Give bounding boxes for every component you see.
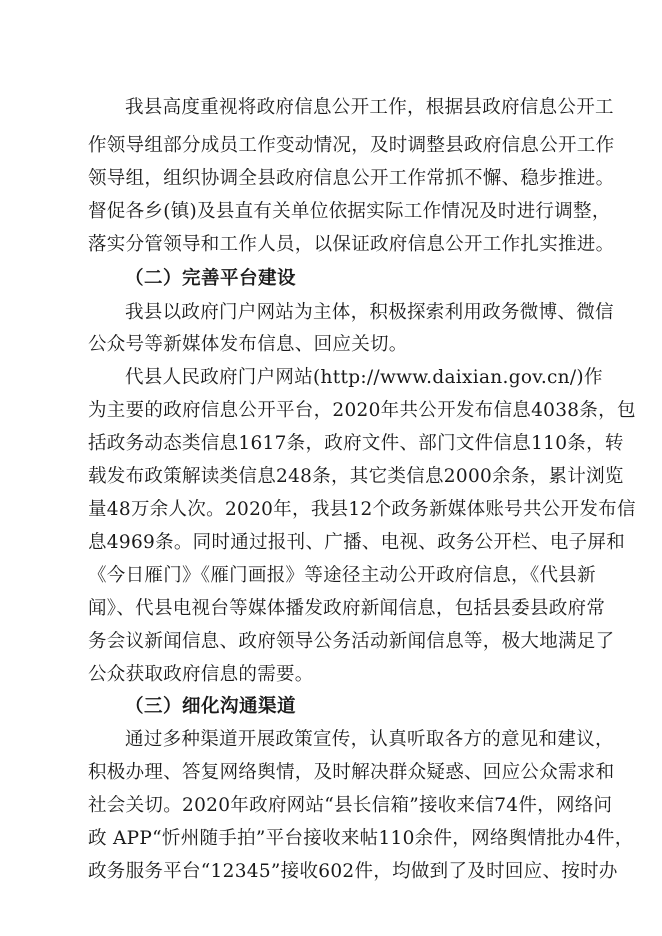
paragraph-line: 落实分管领导和工作人员，以保证政府信息公开工作扎实推进。 [88,234,615,255]
paragraph-line: 督促各乡(镇)及县直有关单位依据实际工作情况及时进行调整， [88,201,611,222]
paragraph-line: 息4969条。同时通过报刊、广播、电视、政务公开栏、电子屏和 [88,532,626,553]
paragraph-line: 载发布政策解读类信息248条，其它类信息2000余条，累计浏览 [88,466,624,487]
paragraph-line: 括政务动态类信息1617条，政府文件、部门文件信息110条，转 [88,433,624,454]
paragraph-line: 政务服务平台“12345”接收602件，均做到了及时回应、按时办 [88,861,618,882]
paragraph-line: 公众获取政府信息的需要。 [88,664,314,685]
paragraph-line: 作领导组部分成员工作变动情况，及时调整县政府信息公开工作 [88,135,615,156]
paragraph-line: 务会议新闻信息、政府领导公务活动新闻信息等，极大地满足了 [88,631,615,652]
paragraph-line: 积极办理、答复网络舆情，及时解决群众疑惑、回应公众需求和 [88,762,615,783]
paragraph-line: 通过多种渠道开展政策宣传，认真听取各方的意见和建议， [125,729,614,750]
paragraph-line: 量48万余人次。2020年，我县12个政务新媒体账号共公开发布信 [88,499,636,520]
paragraph-line: 我县以政府门户网站为主体，积极探索利用政务微博、微信 [125,302,614,323]
paragraph-line: 我县高度重视将政府信息公开工作，根据县政府信息公开工 [125,97,614,118]
paragraph-line: 公众号等新媒体发布信息、回应关切。 [88,334,408,355]
paragraph-line: 《今日雁门》《雁门画报》等途径主动公开政府信息，《代县新 [88,565,596,586]
paragraph-line: 闻》、代县电视台等媒体播发政府新闻信息，包括县委县政府常 [88,598,606,619]
paragraph-line: 为主要的政府信息公开平台，2020年共公开发布信息4038条，包 [88,400,636,421]
section-heading: （三）细化沟通渠道 [125,696,297,717]
paragraph-line: 代县人民政府门户网站(http://www.daixian.gov.cn/)作 [125,367,603,388]
paragraph-line: 社会关切。2020年政府网站“县长信箱”接收来信74件，网络问 [88,795,613,816]
section-heading: （二）完善平台建设 [125,268,297,289]
paragraph-line: 领导组，组织协调全县政府信息公开工作常抓不懈、稳步推进。 [88,168,615,189]
paragraph-line: 政 APP“忻州随手拍”平台接收来帖110余件，网络舆情批办4件， [88,828,634,849]
